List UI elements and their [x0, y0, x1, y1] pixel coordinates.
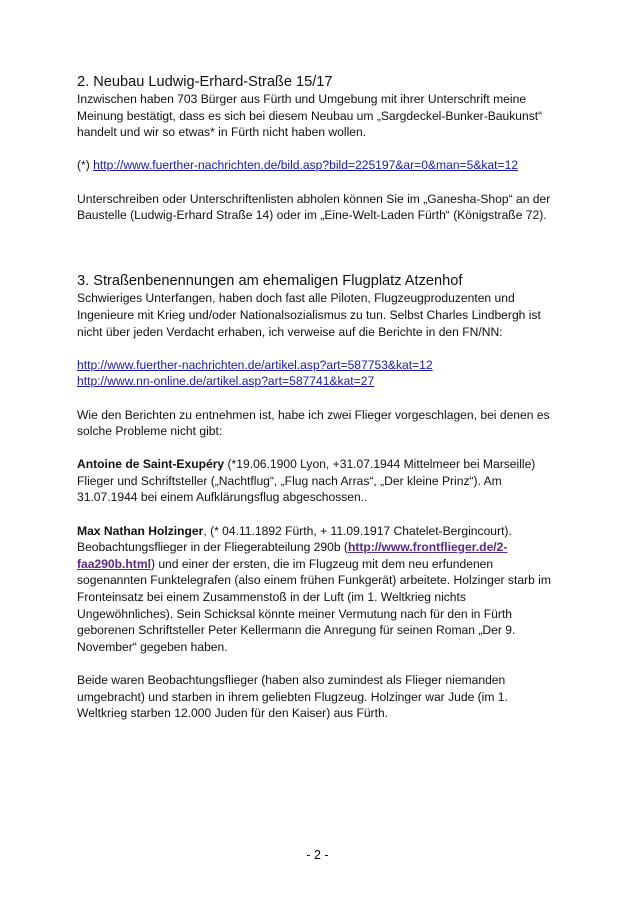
footnote-line [77, 157, 557, 174]
link-line-2 [77, 373, 557, 390]
section-3-proposal: Wie den Berichten zu entnehmen ist, habe ich zwei Flieger vorgeschlagen, bei denen es solche Probleme nicht gibt: [77, 407, 550, 439]
person-2-name: Max Nathan Holzinger [77, 523, 204, 538]
person-1-text: (*19.06.1900 Lyon, +31.07.1944 Mittelmeer bei Marseille) Flieger und Schriftsteller („Nachtflug“, „Flug nach Arras“, „Der kleine Prinz“). Am 31.07.1944 bei einem Aufklärungsflug abgeschossen.. [77, 457, 536, 505]
person-2-text-a: , (* 04.11.1892 Fürth, + 11.09.1917 Chatelet-Bergincourt). Beobachtungsflieger in der Fliegerabteilung 290b ( [77, 523, 512, 555]
page-number: - 2 - [306, 848, 329, 862]
section-2-paragraph-1: Inzwischen haben 703 Bürger aus Fürth und Umgebung mit ihrer Unterschrift meine Meinung bestätigt, dass es sich bei diesem Neubau um „Sargdeckel-Bunker-Baukunst“ handelt und wir so etwas* in Fürth nicht haben wollen. [77, 92, 543, 140]
link-line-1 [77, 357, 557, 374]
person-1-paragraph [77, 456, 557, 506]
fn-article-link[interactable]: http://www.fuerther-nachrichten.de/artikel.asp?art=587753&kat=12 [77, 357, 433, 372]
person-1-name: Antoine de Saint-Exupéry [77, 457, 225, 472]
footnote-marker: (*) [77, 158, 90, 173]
section-3-closing: Beide waren Beobachtungsflieger (haben also zumindest als Flieger niemanden umgebracht) und starben in ihrem geliebten Flugzeug. Holzinger war Jude (im 1. Weltkrieg starben 12.000 Juden für den Kaiser) aus Fürth. [77, 673, 508, 721]
nn-article-link[interactable]: http://www.nn-online.de/artikel.asp?art=587741&kat=27 [77, 374, 375, 389]
person-2-paragraph [77, 523, 557, 656]
section-3-intro: Schwieriges Unterfangen, haben doch fast alle Piloten, Flugzeugproduzenten und Ingenieure mit Krieg und/oder Nationalsozialismus zu tun. Selbst Charles Lindbergh ist nicht über jeden Verdacht erhaben, ich verweise auf die Berichte in den FN/NN: [77, 291, 541, 339]
footnote-link[interactable]: http://www.fuerther-nachrichten.de/bild.asp?bild=225197&ar=0&man=5&kat=12 [93, 158, 519, 173]
person-2-text-b: ) und einer der ersten, die im Flugzeug mit dem neu erfundenen sogenannten Funktelegrafen (also einem frühen Funkgerät) arbeitete. Holzinger starb im Fronteinsatz bei einem Zusammenstoß in der Luft (im 1. Weltkrieg nichts Ungewöhnliches). Sein Schicksal könnte meiner Vermutung nach für den in Fürth geborenen Schriftsteller Peter Kellermann die Anregung für seinen Roman „Der 9. November“ gegeben haben. [77, 556, 551, 654]
section-2-paragraph-2: Unterschreiben oder Unterschriftenlisten abholen können Sie im „Ganesha-Shop“ an der Baustelle (Ludwig-Erhard Straße 14) oder im „Eine-Welt-Laden Fürth“ (Königstraße 72). [77, 191, 551, 223]
section-2-title: 2. Neubau Ludwig-Erhard-Straße 15/17 [77, 74, 333, 90]
section-3-title: 3. Straßenbenennungen am ehemaligen Flugplatz Atzenhof [77, 273, 463, 290]
frontflieger-link[interactable]: http://www.frontflieger.de/2-faa290b.html [77, 540, 508, 571]
document-page [77, 74, 557, 722]
